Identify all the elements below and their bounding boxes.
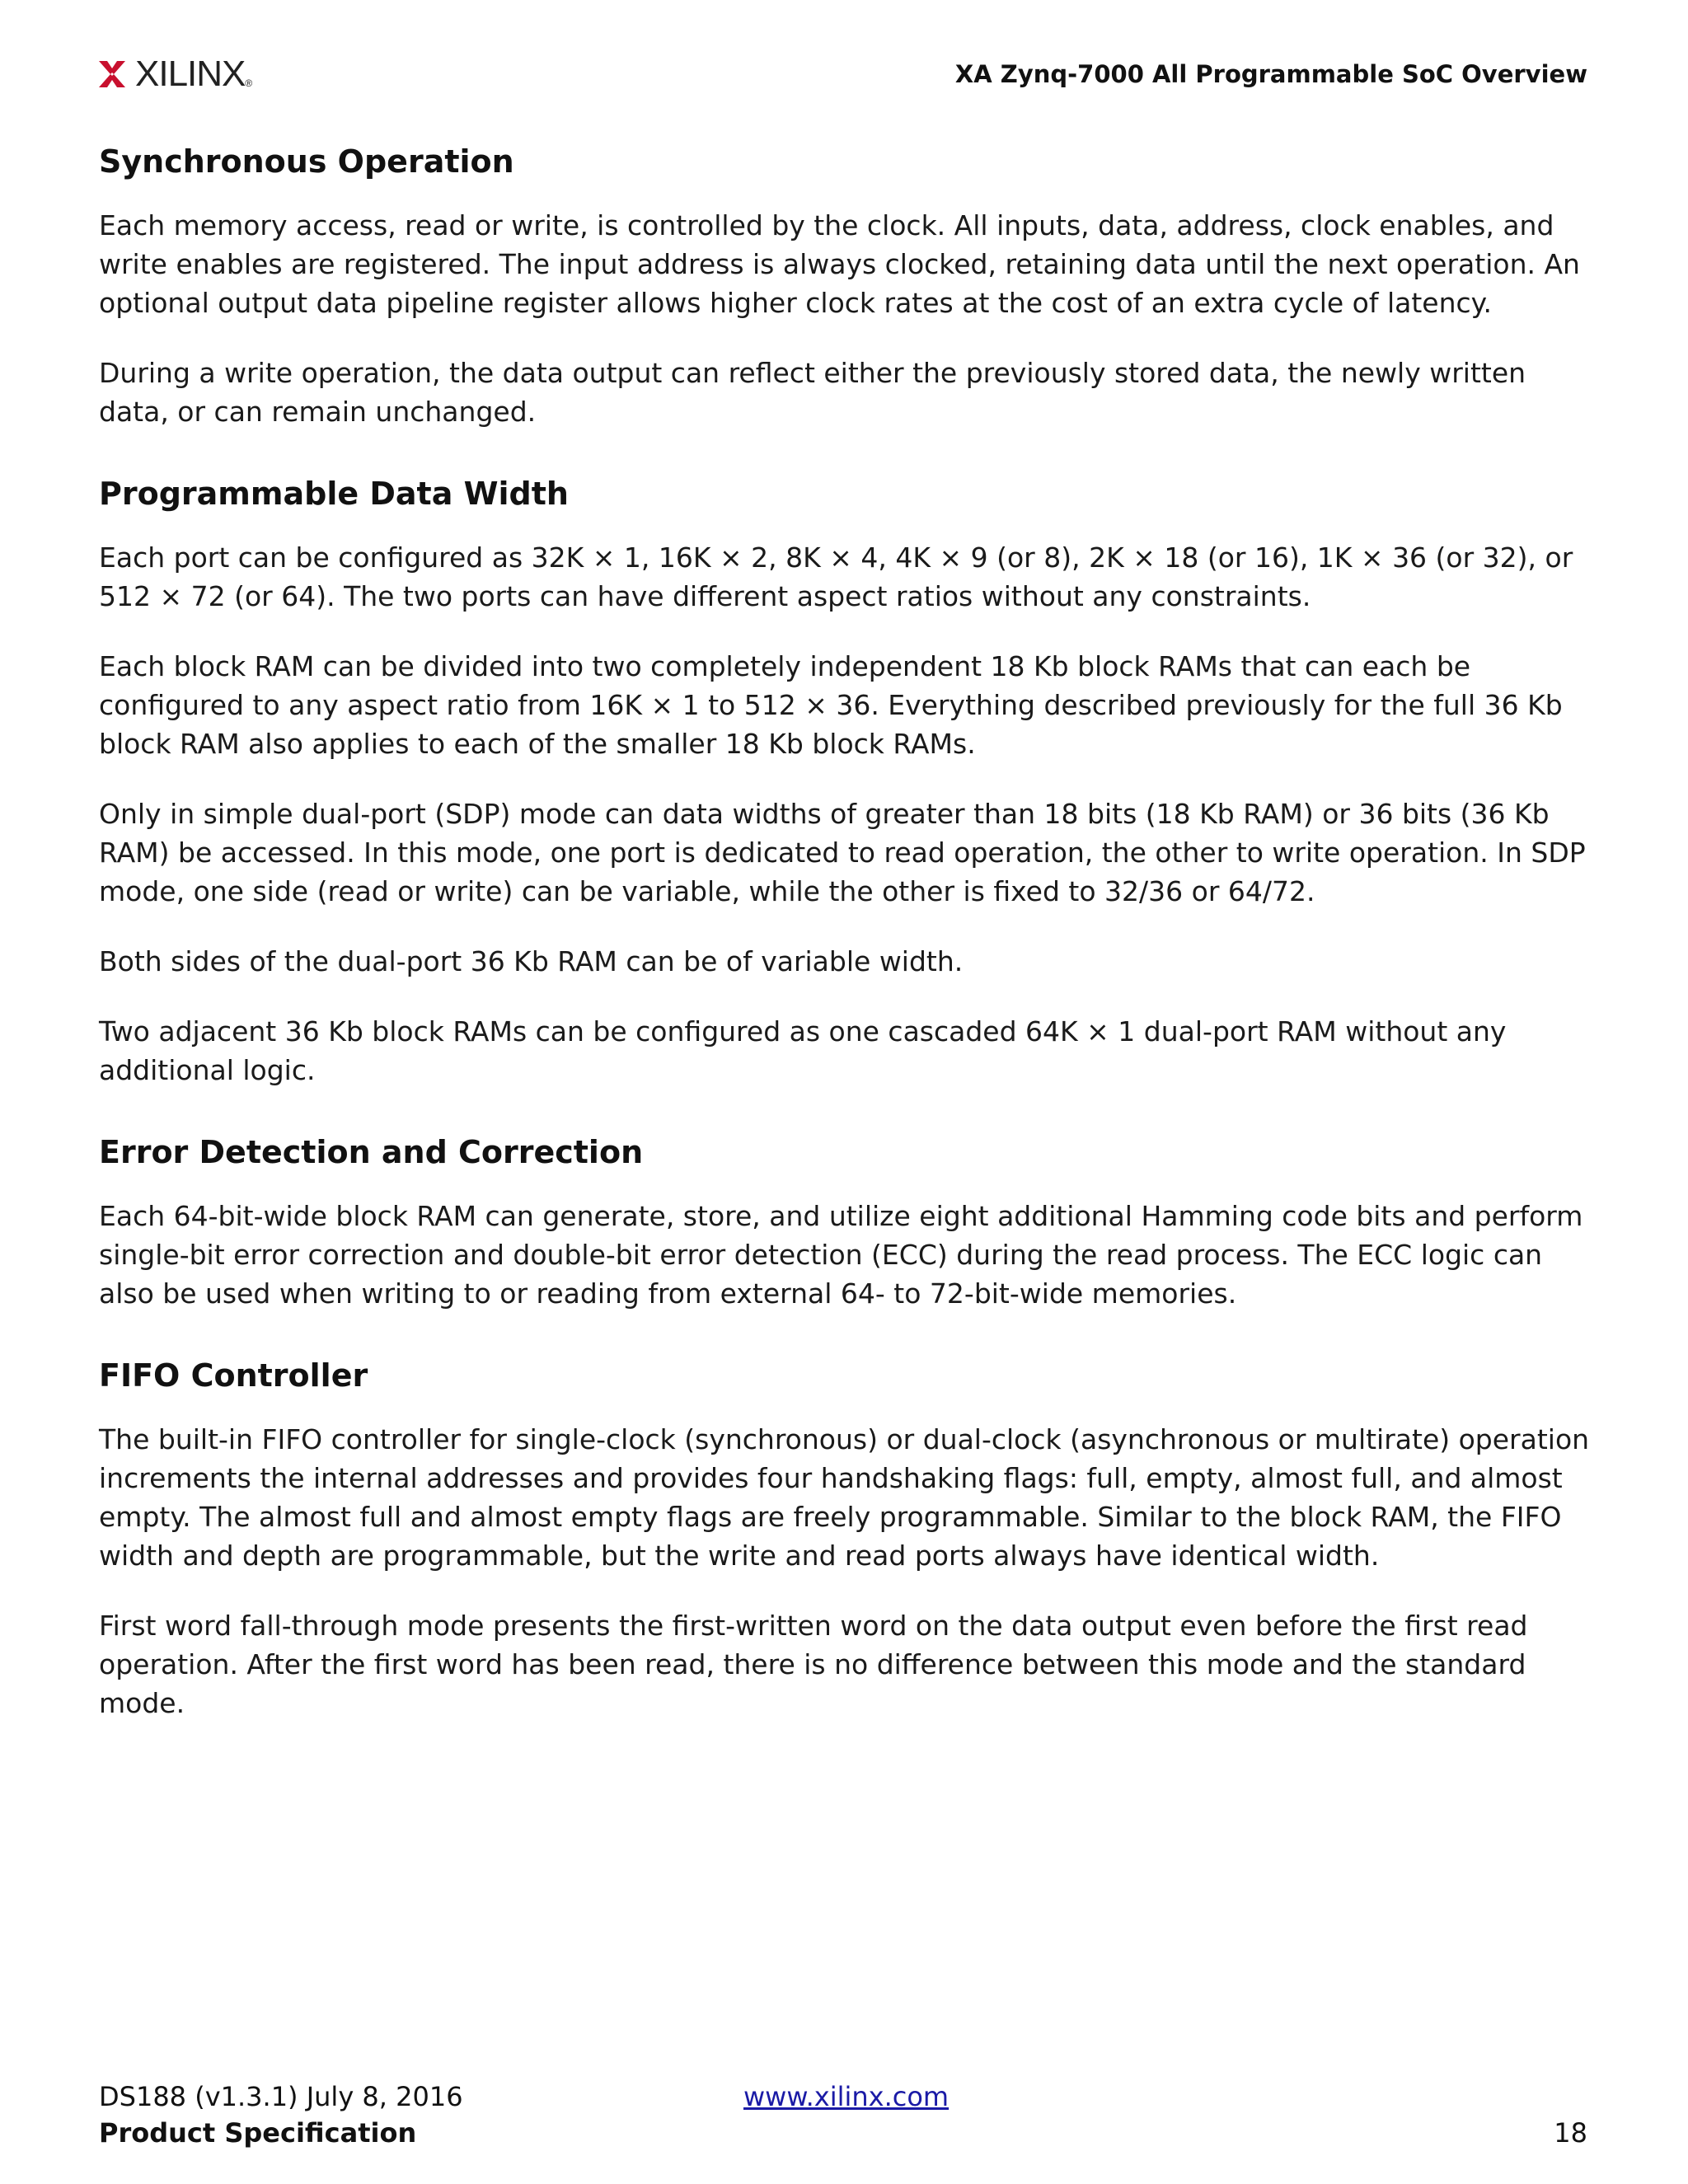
paragraph: Only in simple dual-port (SDP) mode can data widths of greater than 18 bits (18 Kb RAM) or 36 bits (36 Kb RAM) be accessed. In this mode, one port is dedicated to read operation, the other to write operation. In SDP mode, one side (read or write) can be variable, while the other is fixed to 32/36 or 64/72. <box>99 798 1586 907</box>
document-title: XA Zynq-7000 All Programmable SoC Overview <box>954 60 1587 88</box>
xilinx-logo <box>97 51 252 97</box>
section-programmable-data-width <box>99 474 1591 1090</box>
paragraph: Each port can be configured as 32K × 1, 16K × 2, 8K × 4, 4K × 9 (or 8), 2K × 18 (or 16), 1K × 36 (or 32), or 512 × 72 (or 64). The two ports can have different aspect ratios without any constraints. <box>99 541 1573 612</box>
paragraph: Both sides of the dual-port 36 Kb RAM can be of variable width. <box>99 945 964 977</box>
section-fifo-controller <box>99 1356 1591 1722</box>
section-heading: FIFO Controller <box>99 1357 368 1394</box>
page-header <box>97 51 1587 97</box>
section-error-detection-correction <box>99 1132 1591 1313</box>
registered-mark: ® <box>245 77 253 89</box>
paragraph: Two adjacent 36 Kb block RAMs can be configured as one cascaded 64K × 1 dual-port RAM without any additional logic. <box>99 1015 1507 1086</box>
paragraph: Each 64-bit-wide block RAM can generate, store, and utilize eight additional Hamming code bits and perform single-bit error correction and double-bit error detection (ECC) during the read process. The ECC logic can also be used when writing to or reading from external 64- to 72-bit-wide memories. <box>99 1200 1583 1310</box>
page-content <box>99 142 1591 1722</box>
document-id: DS188 (v1.3.1) July 8, 2016 <box>99 2081 463 2112</box>
xilinx-logo-icon <box>97 59 127 89</box>
paragraph: During a write operation, the data output can reflect either the previously stored data, the newly written data, or can remain unchanged. <box>99 357 1526 428</box>
section-heading: Error Detection and Correction <box>99 1134 644 1170</box>
paragraph: Each memory access, read or write, is controlled by the clock. All inputs, data, address, clock enables, and write enables are registered. The input address is always clocked, retaining data until the next operation. An optional output data pipeline register allows higher clock rates at the cost of an extra cycle of latency. <box>99 209 1580 319</box>
paragraph: Each block RAM can be divided into two completely independent 18 Kb block RAMs that can each be configured to any aspect ratio from 16K × 1 to 512 × 36. Everything described previously for the full 36 Kb block RAM also applies to each of the smaller 18 Kb block RAMs. <box>99 650 1563 760</box>
paragraph: First word fall-through mode presents the first-written word on the data output even before the first read operation. After the first word has been read, there is no difference between this mode and the standard mode. <box>99 1610 1528 1719</box>
section-heading: Synchronous Operation <box>99 143 514 180</box>
spec-label: Product Specification <box>99 2117 417 2149</box>
section-heading: Programmable Data Width <box>99 476 569 512</box>
paragraph: The built-in FIFO controller for single-clock (synchronous) or dual-clock (asynchronous or multirate) operation increments the internal addresses and provides four handshaking flags: full, empty, almost full, and almost empty. The almost full and almost empty flags are freely programmable. Similar to the block RAM, the FIFO width and depth are programmable, but the write and read ports always have identical width. <box>99 1423 1590 1572</box>
page-footer <box>99 2079 1587 2161</box>
section-synchronous-operation <box>99 142 1591 431</box>
page-number: 18 <box>1554 2117 1587 2149</box>
logo-wordmark: XILINX <box>135 54 246 94</box>
xilinx-website-link[interactable]: www.xilinx.com <box>743 2081 950 2112</box>
